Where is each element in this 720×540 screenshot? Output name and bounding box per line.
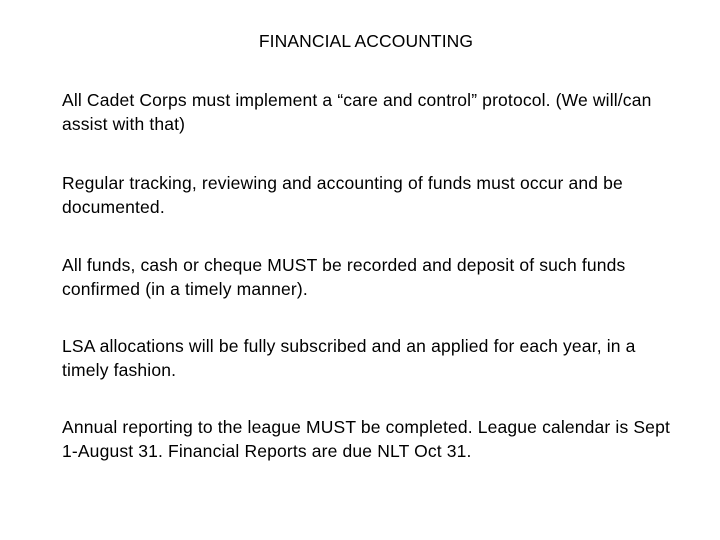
paragraph-regular-tracking: Regular tracking, reviewing and accounting of funds must occur and be documented.	[62, 173, 623, 217]
paragraph-lsa-allocations: LSA allocations will be fully subscribed and an applied for each year, in a timely fashion.	[62, 336, 636, 380]
paragraph-funds-recorded: All funds, cash or cheque MUST be recorded and deposit of such funds confirmed (in a timely manner).	[62, 255, 626, 299]
paragraph-annual-reporting: Annual reporting to the league MUST be completed. League calendar is Sept 1-August 31. Financial Reports are due NLT Oct 31.	[62, 417, 670, 461]
slide-title: FINANCIAL ACCOUNTING	[258, 31, 474, 51]
paragraph-care-and-control: All Cadet Corps must implement a “care and control” protocol. (We will/can assist with that)	[62, 90, 652, 134]
